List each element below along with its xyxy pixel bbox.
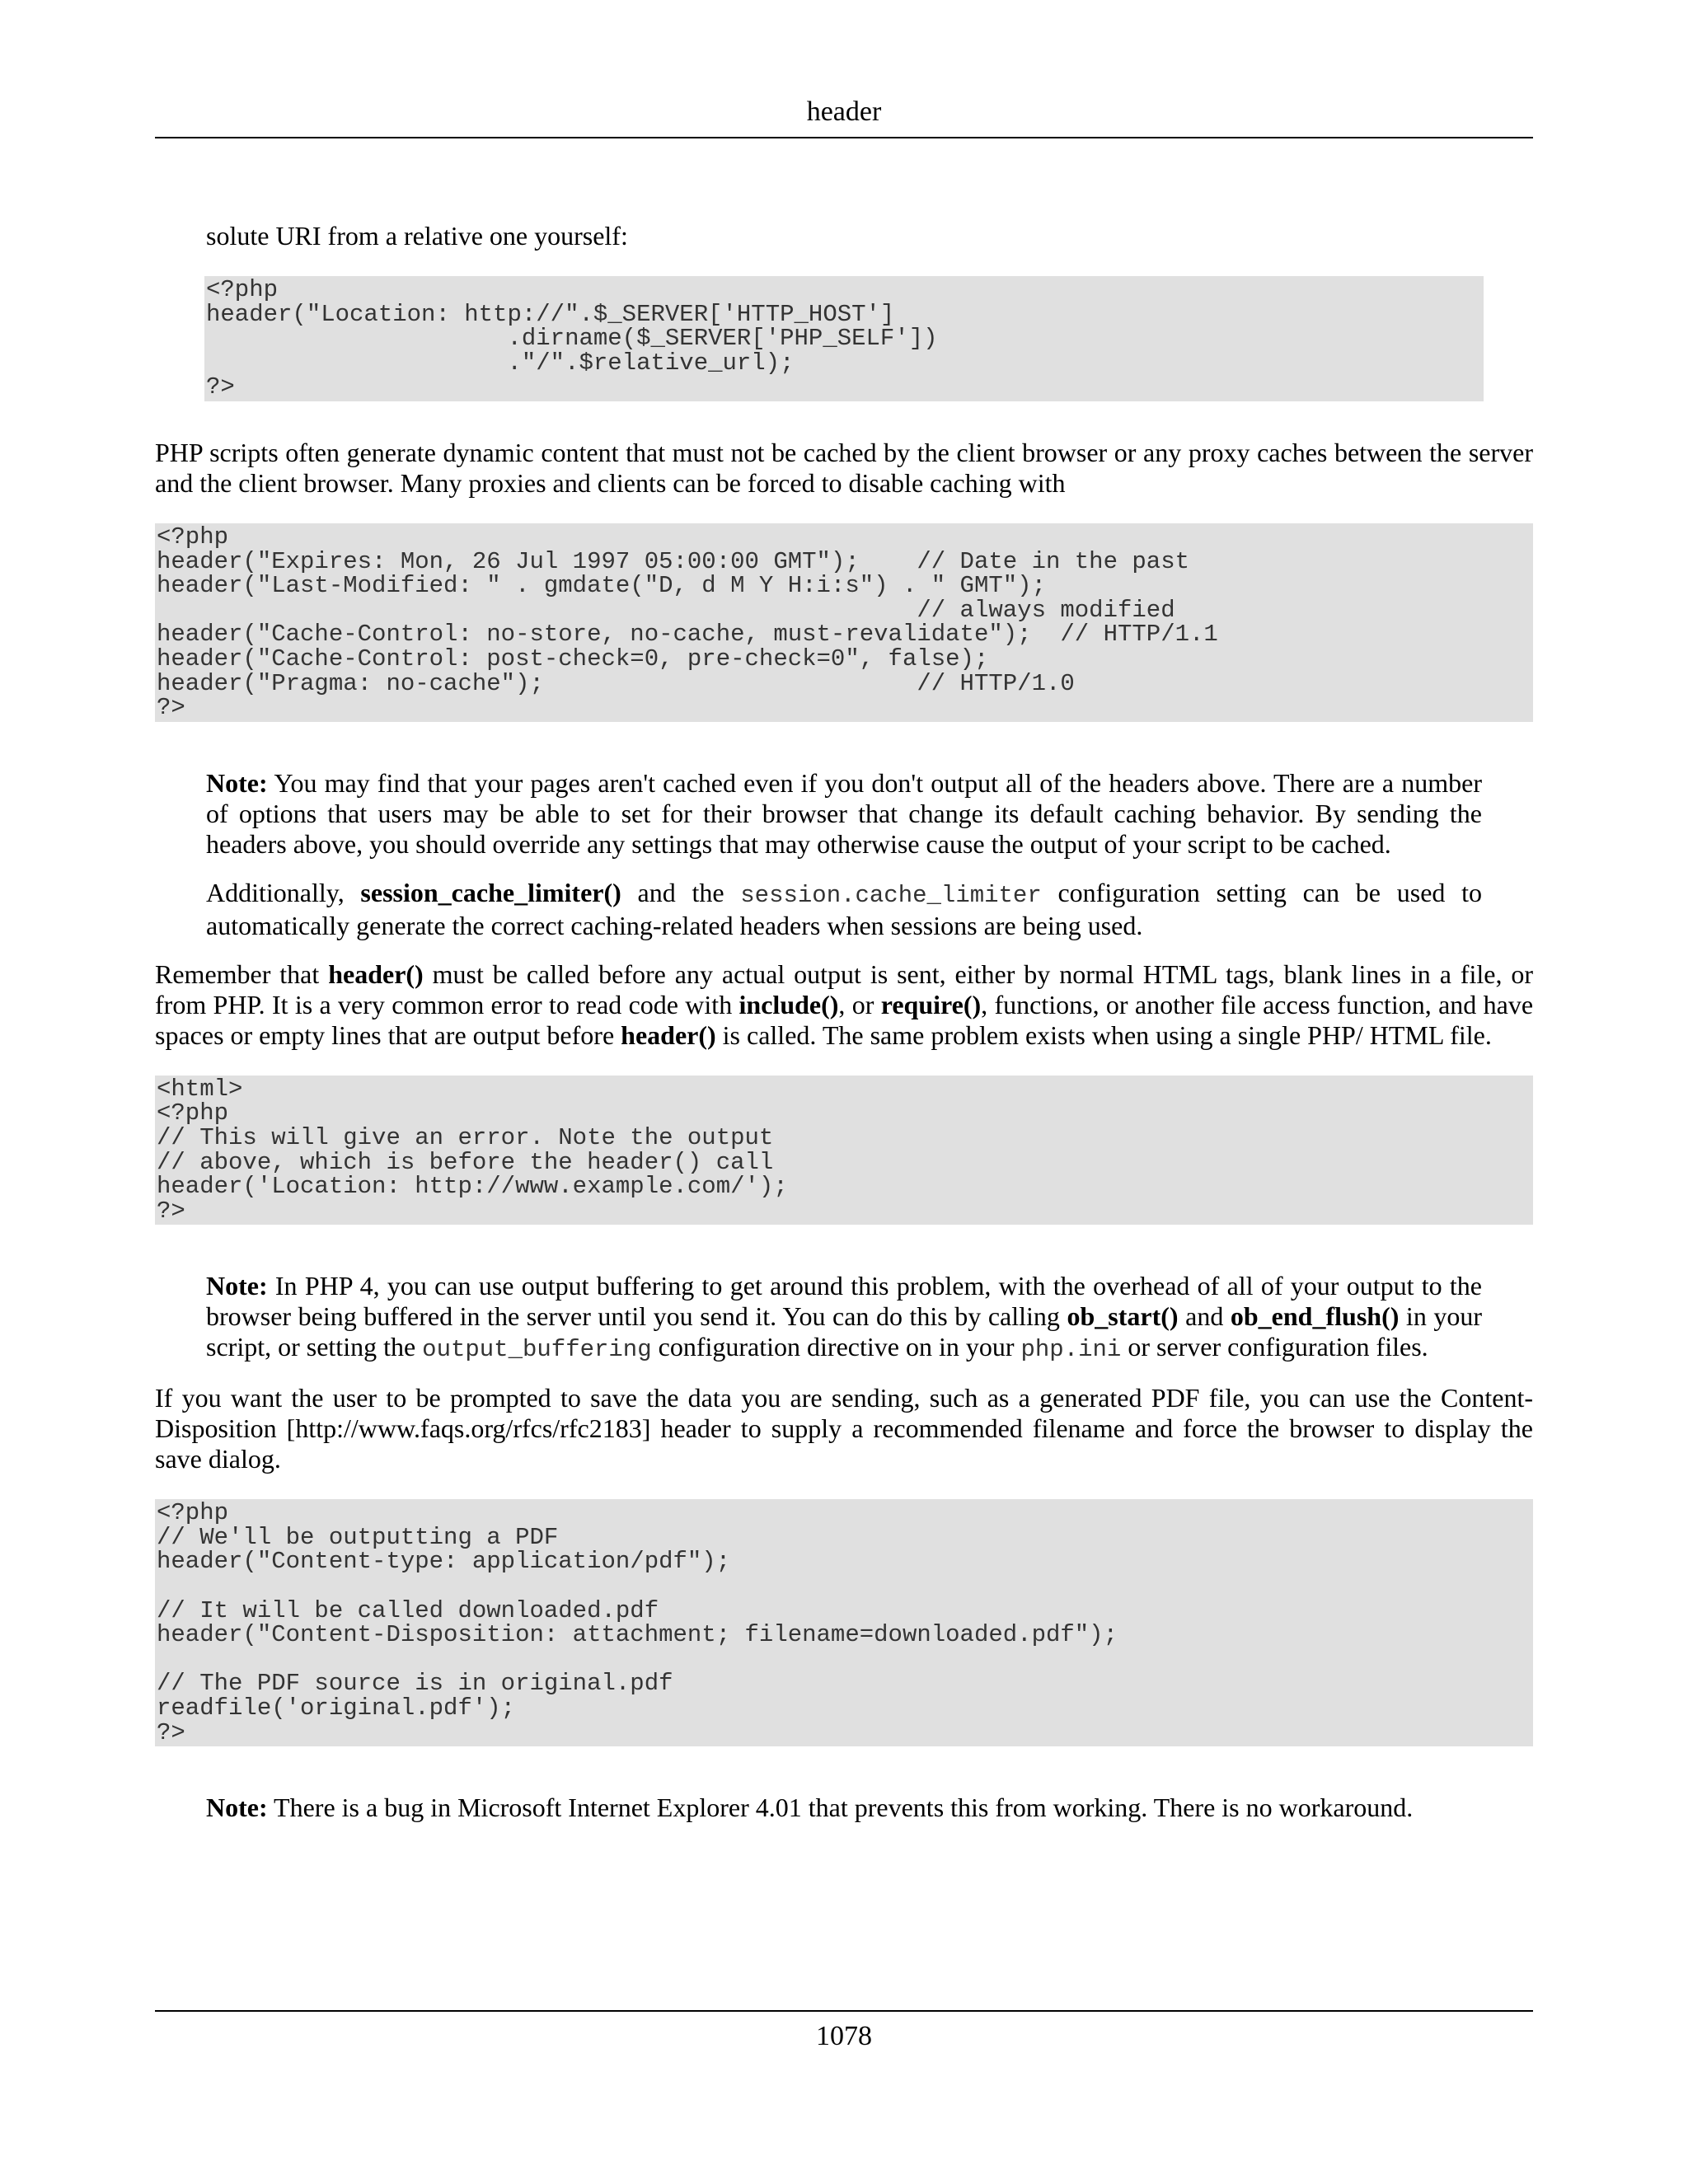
code-block-pdf-download: <?php // We'll be outputting a PDF header("Content-type: application/pdf"); // It will be called downloaded.pdf header("Content-Disposition: attachment; filename=downloaded.pdf"); // The PDF source is in original.pdf readfile('original.pdf'); ?> [155,1499,1533,1746]
header-rule [155,137,1533,138]
note-output-buffering [206,1271,1482,1365]
running-header: header [806,96,882,127]
function-name: require() [880,989,982,1019]
note-ie-bug [206,1793,1482,1823]
function-name: header() [621,1019,716,1050]
inline-code: output_buffering [422,1336,652,1364]
note-caching [206,768,1482,860]
note-label: Note: [206,1271,268,1301]
remember-paragraph [155,959,1533,1051]
note-text: You may find that your pages aren't cached even if you don't output all of the headers above. There are a number of options that users may be able to set for their browser that change its default caching behavior. By sending the headers above, you should override any settings that may otherwise cause the output of your script to be cached. [206,767,1482,859]
note-label: Note: [206,1793,268,1823]
text-span: configuration setting can be used to automatically generate the correct caching-related headers when sessions are being used. [206,877,1483,940]
text-span: and the [621,877,741,907]
function-name: session_cache_limiter() [360,877,621,907]
text-span: configuration directive on in your [651,1332,1021,1362]
additionally-paragraph [206,878,1482,941]
function-name: ob_start() [1067,1301,1179,1332]
function-name: include() [738,989,839,1019]
page-content [155,221,1533,1823]
inline-code: php.ini [1020,1336,1122,1364]
text-span: , or [838,989,881,1019]
inline-code: session.cache_limiter [740,881,1042,909]
code-block-no-cache: <?php header("Expires: Mon, 26 Jul 1997 05:00:00 GMT"); // Date in the past header("Last-Modified: " . gmdate("D, d M Y H:i:s") . " GMT"); // always modified header("Cache-Control: no-store, no-cache, must-revalidate"); // HTTP/1.1 header("Cache-Control: post-check=0, pre-check=0", false); header("Pragma: no-cache"); // HTTP/1.0 ?> [155,523,1533,722]
text-span: In PHP 4, you can use output buffering to get around this problem, with the overhead of all of your output to the browser being buffered in the server until you send it. You can do this by calling [206,1271,1482,1332]
disposition-paragraph: If you want the user to be prompted to save the data you are sending, such as a generated PDF file, you can use the Content-Disposition [http://www.faqs.org/rfcs/rfc2183] header to supply a recommended filename and force the browser to display the save dialog. [155,1383,1533,1474]
text-span: , functions, or another file access function, and have spaces or empty lines that are output before [155,989,1534,1050]
text-span: in your script, or setting the [206,1301,1483,1362]
text-span: Additionally, [206,877,361,907]
function-name: ob_end_flush() [1230,1301,1400,1332]
text-span: Remember that [155,958,329,989]
code-block-error-example: <html> <?php // This will give an error. Note the output // above, which is before the header() call header('Location: http://www.example.com/'); ?> [155,1076,1533,1226]
text-span: or server configuration files. [1121,1332,1428,1362]
footer-rule [155,2010,1533,2012]
page-number: 1078 [816,2021,872,2051]
code-block-location: <?php header("Location: http://".$_SERVER['HTTP_HOST'] .dirname($_SERVER['PHP_SELF']) ."/".$relative_url); ?> [204,276,1484,401]
document-page [155,0,1533,2184]
intro-paragraph: solute URI from a relative one yourself: [206,221,628,251]
cache-intro-paragraph: PHP scripts often generate dynamic content that must not be cached by the client browser or any proxy caches between the server and the client browser. Many proxies and clients can be forced to disable caching with [155,437,1533,498]
note-label: Note: [206,767,268,798]
text-span: must be called before any actual output is sent, either by normal HTML tags, blank lines in a file, or from PHP. It is a very common error to read code with [155,958,1534,1019]
text-span: and [1178,1301,1231,1332]
function-name: header() [328,958,424,989]
note-text: There is a bug in Microsoft Internet Explorer 4.01 that prevents this from working. There is no workaround. [267,1793,1414,1823]
text-span: is called. The same problem exists when using a single PHP/ HTML file. [715,1019,1492,1050]
